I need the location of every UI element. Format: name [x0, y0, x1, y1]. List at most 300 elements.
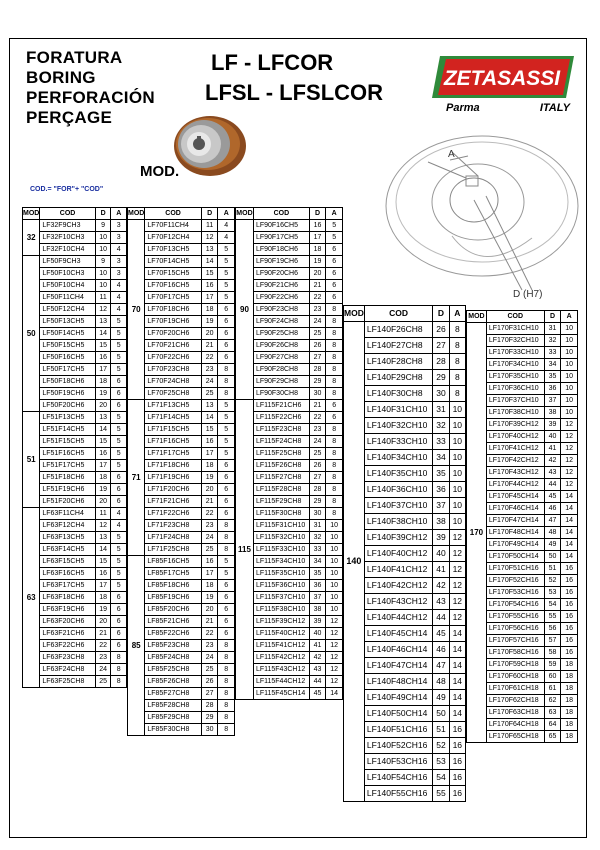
cod-cell: LF170F56CH16	[486, 623, 544, 635]
a-cell: 10	[326, 520, 343, 532]
a-cell: 14	[326, 688, 343, 700]
a-cell: 6	[218, 628, 235, 640]
a-cell: 5	[111, 352, 127, 364]
d-cell: 35	[433, 466, 449, 482]
cod-cell: LF70F24CH8	[145, 376, 201, 388]
cod-cell: LF90F24CH8	[253, 316, 309, 328]
d-cell: 63	[544, 707, 561, 719]
cod-cell: LF50F18CH6	[40, 376, 95, 388]
brand-location	[446, 102, 570, 114]
a-cell: 8	[326, 508, 343, 520]
d-cell: 51	[433, 722, 449, 738]
mod-cell: 140	[344, 322, 365, 802]
d-cell: 32	[433, 418, 449, 434]
d-cell: 24	[309, 316, 326, 328]
cod-cell: LF50F14CH5	[40, 328, 95, 340]
a-cell: 10	[449, 402, 465, 418]
cod-cell: LF140F39CH12	[364, 530, 432, 546]
d-cell: 10	[95, 268, 111, 280]
col-header-a: A	[218, 208, 235, 220]
cod-cell: LF170F35CH10	[486, 371, 544, 383]
a-cell: 8	[218, 700, 235, 712]
mod-cell: 90	[236, 220, 254, 400]
d-cell: 16	[201, 436, 218, 448]
a-cell: 8	[218, 376, 235, 388]
title-line: BORING	[26, 68, 96, 87]
boring-title	[26, 48, 155, 128]
a-cell: 8	[326, 304, 343, 316]
d-cell: 54	[433, 770, 449, 786]
cod-cell: LF51F19CH6	[40, 484, 95, 496]
a-cell: 10	[449, 418, 465, 434]
a-cell: 6	[218, 304, 235, 316]
a-cell: 12	[561, 467, 578, 479]
d-cell: 23	[201, 640, 218, 652]
a-cell: 14	[449, 706, 465, 722]
cod-cell: LF170F53CH16	[486, 587, 544, 599]
cod-cell: LF90F20CH6	[253, 268, 309, 280]
d-cell: 27	[433, 338, 449, 354]
d-cell: 24	[201, 376, 218, 388]
a-cell: 8	[326, 352, 343, 364]
a-cell: 16	[561, 635, 578, 647]
cod-cell: LF140F30CH8	[364, 386, 432, 402]
d-cell: 39	[309, 616, 326, 628]
bore-table-3	[235, 207, 343, 700]
a-cell: 10	[561, 323, 578, 335]
d-cell: 26	[309, 460, 326, 472]
d-cell: 13	[95, 316, 111, 328]
d-cell: 20	[309, 268, 326, 280]
a-cell: 4	[111, 520, 127, 532]
cod-cell: LF115F42CH12	[253, 652, 309, 664]
cod-cell: LF63F22CH6	[40, 640, 95, 652]
d-cell: 10	[95, 280, 111, 292]
d-cell: 23	[201, 520, 218, 532]
d-cell: 42	[433, 578, 449, 594]
cod-cell: LF70F20CH6	[145, 328, 201, 340]
a-cell: 4	[218, 232, 235, 244]
cod-cell: LF51F15CH5	[40, 436, 95, 448]
d-cell: 32	[544, 335, 561, 347]
d-cell: 60	[544, 671, 561, 683]
d-cell: 55	[544, 611, 561, 623]
cod-cell: LF115F45CH14	[253, 688, 309, 700]
cod-cell: LF63F19CH6	[40, 604, 95, 616]
cod-cell: LF115F38CH10	[253, 604, 309, 616]
cod-cell: LF115F28CH8	[253, 484, 309, 496]
a-cell: 12	[326, 628, 343, 640]
a-cell: 8	[218, 652, 235, 664]
cod-cell: LF85F30CH8	[145, 724, 201, 736]
cod-cell: LF115F40CH12	[253, 628, 309, 640]
a-cell: 8	[326, 496, 343, 508]
brand-country: ITALY	[539, 102, 570, 114]
cod-cell: LF50F20CH6	[40, 400, 95, 412]
cod-cell: LF115F44CH12	[253, 676, 309, 688]
cod-cell: LF170F54CH16	[486, 599, 544, 611]
a-cell: 10	[326, 592, 343, 604]
d-cell: 44	[309, 676, 326, 688]
cod-cell: LF140F48CH14	[364, 674, 432, 690]
cod-cell: LF140F50CH14	[364, 706, 432, 722]
d-cell: 21	[201, 616, 218, 628]
d-cell: 50	[433, 706, 449, 722]
cod-cell: LF170F48CH14	[486, 527, 544, 539]
d-cell: 27	[309, 472, 326, 484]
cod-cell: LF140F54CH16	[364, 770, 432, 786]
d-cell: 24	[309, 436, 326, 448]
cod-cell: LF115F25CH8	[253, 448, 309, 460]
d-cell: 34	[309, 556, 326, 568]
cod-cell: LF85F16CH5	[145, 556, 201, 568]
col-header-d: D	[309, 208, 326, 220]
a-cell: 12	[561, 455, 578, 467]
a-cell: 12	[326, 640, 343, 652]
d-cell: 40	[309, 628, 326, 640]
cod-cell: LF115F22CH6	[253, 412, 309, 424]
d-cell: 16	[201, 556, 218, 568]
a-cell: 6	[111, 604, 127, 616]
d-cell: 16	[201, 280, 218, 292]
cod-cell: LF115F33CH10	[253, 544, 309, 556]
cod-cell: LF71F23CH8	[145, 520, 201, 532]
cod-cell: LF170F50CH14	[486, 551, 544, 563]
cod-cell: LF90F17CH5	[253, 232, 309, 244]
d-cell: 34	[544, 359, 561, 371]
a-cell: 6	[218, 496, 235, 508]
d-cell: 31	[309, 520, 326, 532]
a-cell: 10	[326, 604, 343, 616]
a-cell: 18	[561, 719, 578, 731]
d-cell: 21	[95, 628, 111, 640]
cod-cell: LF115F31CH10	[253, 520, 309, 532]
d-cell: 34	[433, 450, 449, 466]
cod-cell: LF115F36CH10	[253, 580, 309, 592]
cod-cell: LF70F11CH4	[145, 220, 201, 232]
a-cell: 3	[111, 232, 127, 244]
a-cell: 5	[111, 424, 127, 436]
cod-cell: LF70F19CH6	[145, 316, 201, 328]
cod-cell: LF90F30CH8	[253, 388, 309, 400]
a-cell: 8	[111, 664, 127, 676]
d-cell: 28	[201, 700, 218, 712]
a-cell: 8	[218, 388, 235, 400]
cod-cell: LF51F18CH6	[40, 472, 95, 484]
cod-cell: LF71F15CH5	[145, 424, 201, 436]
d-cell: 58	[544, 647, 561, 659]
cod-cell: LF85F17CH5	[145, 568, 201, 580]
d-cell: 13	[95, 532, 111, 544]
d-cell: 16	[95, 352, 111, 364]
cod-cell: LF140F28CH8	[364, 354, 432, 370]
d-cell: 24	[201, 532, 218, 544]
a-cell: 5	[111, 436, 127, 448]
d-cell: 37	[544, 395, 561, 407]
a-cell: 14	[561, 551, 578, 563]
a-cell: 12	[326, 652, 343, 664]
d-cell: 10	[95, 244, 111, 256]
cod-cell: LF63F14CH5	[40, 544, 95, 556]
table-row	[236, 400, 343, 412]
cod-cell: LF140F55CH16	[364, 786, 432, 802]
d-cell: 52	[544, 575, 561, 587]
a-cell: 6	[218, 592, 235, 604]
cod-cell: LF90F23CH8	[253, 304, 309, 316]
cod-cell: LF140F35CH10	[364, 466, 432, 482]
a-cell: 10	[561, 371, 578, 383]
col-header-d: D	[201, 208, 218, 220]
table-row	[467, 323, 578, 335]
cod-cell: LF90F22CH6	[253, 292, 309, 304]
d-cell: 31	[433, 402, 449, 418]
a-cell: 5	[326, 220, 343, 232]
a-cell: 16	[449, 754, 465, 770]
a-cell: 6	[326, 412, 343, 424]
d-cell: 22	[201, 508, 218, 520]
cod-cell: LF90F28CH8	[253, 364, 309, 376]
d-cell: 19	[95, 484, 111, 496]
cod-cell: LF63F15CH5	[40, 556, 95, 568]
cod-cell: LF140F37CH10	[364, 498, 432, 514]
bore-table-4	[343, 305, 466, 802]
d-cell: 29	[309, 376, 326, 388]
a-cell: 14	[449, 690, 465, 706]
cod-cell: LF85F26CH8	[145, 676, 201, 688]
a-cell: 8	[218, 724, 235, 736]
a-cell: 10	[449, 498, 465, 514]
a-cell: 5	[111, 556, 127, 568]
cod-cell: LF85F29CH8	[145, 712, 201, 724]
cod-cell: LF170F59CH18	[486, 659, 544, 671]
d-cell: 47	[433, 658, 449, 674]
mod-cell: 70	[128, 220, 145, 400]
a-cell: 8	[326, 484, 343, 496]
cod-cell: LF140F42CH12	[364, 578, 432, 594]
a-cell: 10	[561, 347, 578, 359]
cod-cell: LF170F33CH10	[486, 347, 544, 359]
cod-cell: LF71F21CH6	[145, 496, 201, 508]
cod-cell: LF170F64CH18	[486, 719, 544, 731]
cod-cell: LF51F20CH6	[40, 496, 95, 508]
d-cell: 23	[95, 652, 111, 664]
cod-cell: LF140F26CH8	[364, 322, 432, 338]
cod-cell: LF32F10CH4	[40, 244, 95, 256]
cod-cell: LF70F25CH8	[145, 388, 201, 400]
cod-cell: LF140F38CH10	[364, 514, 432, 530]
a-cell: 18	[561, 695, 578, 707]
d-cell: 9	[95, 220, 111, 232]
col-header-d: D	[544, 311, 561, 323]
cod-cell: LF170F58CH16	[486, 647, 544, 659]
a-cell: 8	[218, 664, 235, 676]
a-cell: 14	[561, 527, 578, 539]
d-cell: 15	[201, 268, 218, 280]
d-cell: 22	[201, 628, 218, 640]
d-cell: 49	[544, 539, 561, 551]
a-cell: 8	[326, 316, 343, 328]
cod-cell: LF63F11CH4	[40, 508, 95, 520]
cod-cell: LF90F18CH6	[253, 244, 309, 256]
d-cell: 23	[309, 424, 326, 436]
d-cell: 57	[544, 635, 561, 647]
cod-cell: LF70F18CH6	[145, 304, 201, 316]
a-cell: 8	[449, 386, 465, 402]
a-cell: 4	[111, 292, 127, 304]
d-cell: 19	[201, 592, 218, 604]
a-cell: 18	[561, 731, 578, 743]
d-cell: 35	[309, 568, 326, 580]
cod-cell: LF115F23CH8	[253, 424, 309, 436]
d-cell: 45	[433, 626, 449, 642]
a-cell: 5	[111, 568, 127, 580]
cod-cell: LF170F39CH12	[486, 419, 544, 431]
cod-cell: LF70F23CH8	[145, 364, 201, 376]
d-cell: 12	[95, 304, 111, 316]
a-cell: 6	[111, 640, 127, 652]
dimension-d-label: D (H7)	[513, 289, 543, 300]
a-cell: 10	[326, 556, 343, 568]
a-cell: 8	[326, 388, 343, 400]
d-cell: 26	[309, 340, 326, 352]
d-cell: 21	[309, 280, 326, 292]
series-line-1: LF - LFCOR	[211, 50, 334, 75]
col-header-mod: MOD	[236, 208, 254, 220]
cod-cell: LF170F34CH10	[486, 359, 544, 371]
col-header-cod: COD	[145, 208, 201, 220]
cod-cell: LF85F23CH8	[145, 640, 201, 652]
d-cell: 13	[95, 412, 111, 424]
cod-cell: LF32F9CH3	[40, 220, 95, 232]
a-cell: 6	[326, 256, 343, 268]
cod-cell: LF63F12CH4	[40, 520, 95, 532]
d-cell: 17	[201, 448, 218, 460]
a-cell: 6	[218, 508, 235, 520]
cod-cell: LF50F15CH5	[40, 340, 95, 352]
a-cell: 8	[326, 424, 343, 436]
cod-cell: LF115F27CH8	[253, 472, 309, 484]
d-cell: 64	[544, 719, 561, 731]
a-cell: 5	[218, 244, 235, 256]
d-cell: 10	[95, 232, 111, 244]
cod-cell: LF71F16CH5	[145, 436, 201, 448]
a-cell: 8	[449, 370, 465, 386]
a-cell: 5	[218, 256, 235, 268]
d-cell: 39	[433, 530, 449, 546]
cod-cell: LF63F23CH8	[40, 652, 95, 664]
cod-cell: LF140F29CH8	[364, 370, 432, 386]
a-cell: 5	[218, 280, 235, 292]
mod-cell: 115	[236, 400, 254, 700]
d-cell: 12	[95, 520, 111, 532]
a-cell: 6	[218, 340, 235, 352]
a-cell: 6	[111, 484, 127, 496]
a-cell: 10	[449, 434, 465, 450]
cod-cell: LF90F27CH8	[253, 352, 309, 364]
cod-cell: LF85F24CH8	[145, 652, 201, 664]
a-cell: 10	[561, 359, 578, 371]
cod-cell: LF63F16CH5	[40, 568, 95, 580]
a-cell: 6	[111, 496, 127, 508]
cod-cell: LF140F52CH16	[364, 738, 432, 754]
a-cell: 10	[449, 466, 465, 482]
a-cell: 10	[326, 580, 343, 592]
a-cell: 8	[218, 364, 235, 376]
a-cell: 8	[218, 532, 235, 544]
a-cell: 10	[449, 514, 465, 530]
d-cell: 23	[309, 304, 326, 316]
a-cell: 8	[449, 322, 465, 338]
a-cell: 8	[111, 676, 127, 688]
cod-cell: LF170F43CH12	[486, 467, 544, 479]
cod-cell: LF170F61CH18	[486, 683, 544, 695]
a-cell: 10	[561, 407, 578, 419]
a-cell: 12	[449, 578, 465, 594]
d-cell: 44	[544, 479, 561, 491]
a-cell: 12	[326, 676, 343, 688]
cod-cell: LF170F51CH16	[486, 563, 544, 575]
a-cell: 5	[111, 580, 127, 592]
d-cell: 15	[95, 436, 111, 448]
d-cell: 41	[433, 562, 449, 578]
cod-cell: LF85F28CH8	[145, 700, 201, 712]
a-cell: 8	[326, 328, 343, 340]
cod-cell: LF170F32CH10	[486, 335, 544, 347]
a-cell: 6	[111, 628, 127, 640]
cod-cell: LF115F26CH8	[253, 460, 309, 472]
d-cell: 59	[544, 659, 561, 671]
a-cell: 18	[561, 659, 578, 671]
a-cell: 10	[561, 335, 578, 347]
table-row	[128, 220, 235, 232]
col-header-d: D	[433, 306, 449, 322]
cod-cell: LF70F21CH6	[145, 340, 201, 352]
cod-cell: LF140F41CH12	[364, 562, 432, 578]
title-line: FORATURA	[26, 48, 123, 67]
a-cell: 14	[449, 642, 465, 658]
a-cell: 6	[111, 616, 127, 628]
d-cell: 19	[309, 256, 326, 268]
bore-table-2	[127, 207, 235, 736]
d-cell: 36	[544, 383, 561, 395]
a-cell: 6	[111, 376, 127, 388]
d-cell: 38	[309, 604, 326, 616]
cod-cell: LF140F32CH10	[364, 418, 432, 434]
d-cell: 33	[544, 347, 561, 359]
d-cell: 27	[201, 688, 218, 700]
d-cell: 14	[201, 412, 218, 424]
mod-cell: 63	[23, 508, 40, 688]
d-cell: 65	[544, 731, 561, 743]
d-cell: 38	[433, 514, 449, 530]
d-cell: 20	[201, 604, 218, 616]
d-cell: 42	[544, 455, 561, 467]
a-cell: 12	[561, 443, 578, 455]
a-cell: 8	[326, 472, 343, 484]
cod-cell: LF70F16CH5	[145, 280, 201, 292]
table-row	[23, 412, 127, 424]
d-cell: 28	[309, 364, 326, 376]
d-cell: 19	[95, 388, 111, 400]
d-cell: 22	[309, 292, 326, 304]
d-cell: 46	[544, 503, 561, 515]
a-cell: 5	[111, 328, 127, 340]
cod-cell: LF50F16CH5	[40, 352, 95, 364]
a-cell: 14	[449, 658, 465, 674]
a-cell: 8	[218, 688, 235, 700]
cod-cell: LF63F17CH5	[40, 580, 95, 592]
cod-cell: LF90F25CH8	[253, 328, 309, 340]
